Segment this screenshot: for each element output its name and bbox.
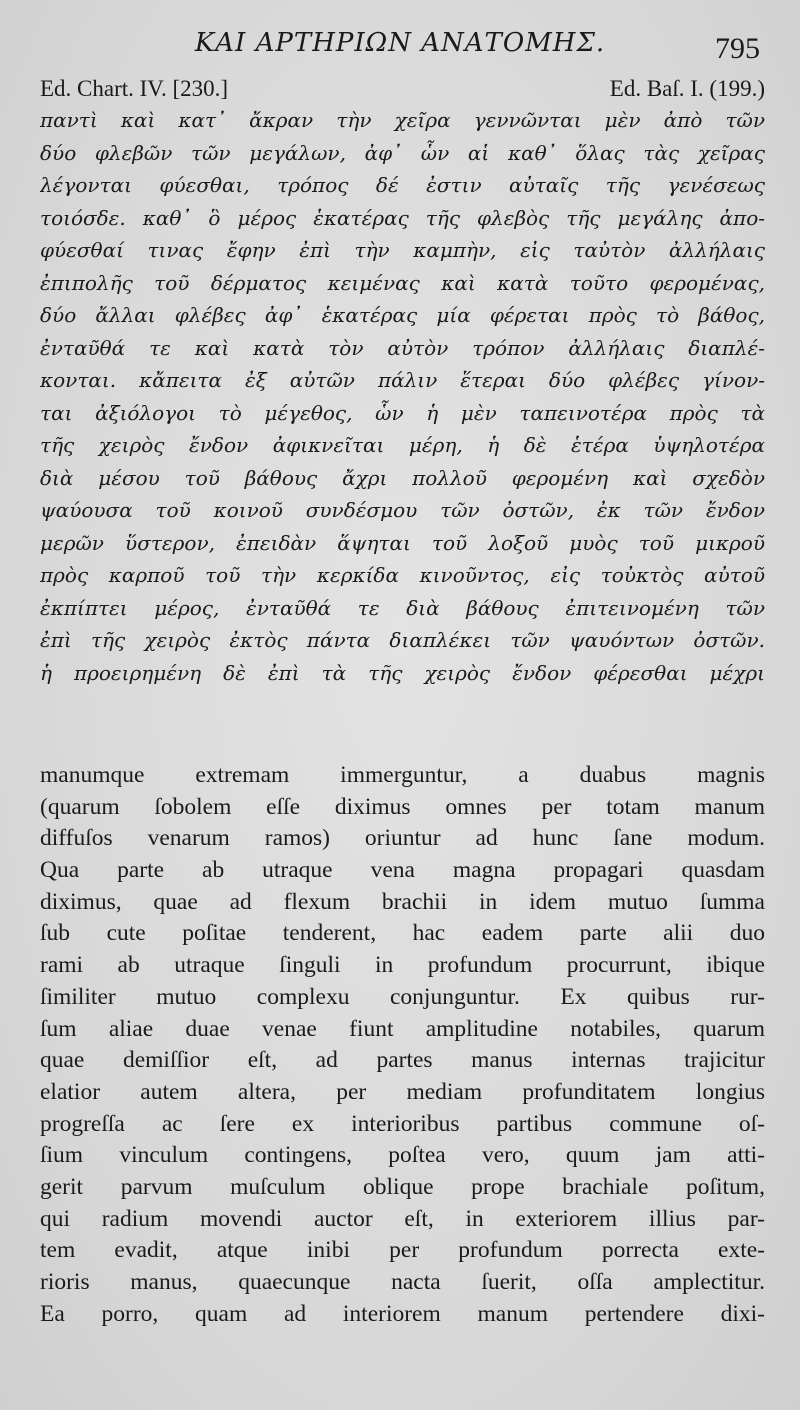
greek-line: δύο φλεβῶν τῶν μεγάλων, ἀφ᾽ ὧν αἱ καθ᾽ ὅλας τὰς χεῖρας <box>40 140 765 165</box>
greek-line: κονται. κἄπειτα ἐξ αὐτῶν πάλιν ἕτεραι δύο φλέβες γίνον- <box>40 368 765 392</box>
latin-line: gerit parvum muſculum oblique prope brachiale poſitum, <box>40 1173 765 1200</box>
greek-line: ἐκπίπτει μέρος, ἐνταῦθά τε διὰ βάθους ἐπιτεινομένη τῶν <box>40 595 765 620</box>
latin-line: rioris manus, quaecunque nacta ſuerit, oſſa amplectitur. <box>40 1269 765 1295</box>
greek-line: παντὶ καὶ κατ᾽ ἄκραν τὴν χεῖρα γεννῶνται μὲν ἀπὸ τῶν <box>40 108 765 132</box>
greek-line: τοιόσδε. καθ᾽ ὃ μέρος ἑκατέρας τῆς φλεβὸς τῆς μεγάλης ἀπο- <box>40 205 765 230</box>
latin-line: ſum aliae duae venae fiunt amplitudine notabiles, quarum <box>40 1015 765 1042</box>
greek-line: λέγονται φύεσθαι, τρόπος δέ ἐστιν αὐταῖς τῆς γενέσεως <box>40 173 765 197</box>
latin-line: ſub cute poſitae tenderent, hac eadem parte alii duo <box>40 920 765 947</box>
edition-chartier-ref: Ed. Chart. IV. [230.] <box>40 76 229 101</box>
greek-line: διὰ μέσου τοῦ βάθους ἄχρι πολλοῦ φερομένη καὶ σχεδὸν <box>40 465 765 490</box>
greek-line: ἐπιπολῆς τοῦ δέρματος κειμένας καὶ κατὰ τοῦτο φερομένας, <box>40 270 765 295</box>
latin-line: diffuſos venarum ramos) oriuntur ad hunc ſane modum. <box>40 825 765 852</box>
latin-line: Qua parte ab utraque vena magna propagari quasdam <box>40 857 765 884</box>
latin-line: (quarum ſobolem eſſe diximus omnes per totam manum <box>40 793 765 820</box>
greek-line: ται ἀξιόλογοι τὸ μέγεθος, ὧν ἡ μὲν ταπεινοτέρα πρὸς τὰ <box>40 400 765 425</box>
greek-line: ψαύουσα τοῦ κοινοῦ συνδέσμου τῶν ὀστῶν, ἐκ τῶν ἔνδον <box>40 498 765 522</box>
latin-line: qui radium movendi auctor eſt, in exteriorem illius par- <box>40 1205 765 1232</box>
latin-line: ſimiliter mutuo complexu conjunguntur. Ex quibus rur- <box>40 983 765 1010</box>
latin-line: tem evadit, atque inibi per profundum porrecta exte- <box>40 1237 765 1264</box>
running-header-title: ΚΑΙ ΑΡΤΗΡΙΩΝ ΑΝΑΤΟΜΗΣ. <box>194 28 606 58</box>
edition-reference-line <box>40 76 765 102</box>
greek-line: τῆς χειρὸς ἔνδον ἀφικνεῖται μέρη, ἡ δὲ ἑτέρα ὑψηλοτέρα <box>40 433 765 457</box>
greek-line: ἡ προειρημένη δὲ ἐπὶ τὰ τῆς χειρὸς ἔνδον φέρεσθαι μέχρι <box>40 660 765 685</box>
greek-line: ἐνταῦθά τε καὶ κατὰ τὸν αὐτὸν τρόπον ἀλλήλαις διαπλέ- <box>40 335 765 360</box>
latin-line: Ea porro, quam ad interiorem manum pertendere dixi- <box>40 1300 765 1327</box>
greek-line: πρὸς καρποῦ τοῦ τὴν κερκίδα κινοῦντος, εἰς τοὐκτὸς αὐτοῦ <box>40 563 765 587</box>
latin-line: elatior autem altera, per mediam profunditatem longius <box>40 1078 765 1105</box>
latin-text-block <box>40 760 765 1330</box>
edition-basel-ref: Ed. Baſ. I. (199.) <box>609 76 765 101</box>
latin-line: progreſſa ac ſere ex interioribus partibus commune oſ- <box>40 1110 765 1137</box>
latin-line: rami ab utraque ſinguli in profundum procurrunt, ibique <box>40 952 765 979</box>
greek-line: δύο ἄλλαι φλέβες ἀφ᾽ ἑκατέρας μία φέρεται πρὸς τὸ βάθος, <box>40 303 765 327</box>
latin-line: quae demiſſior eſt, ad partes manus internas trajicitur <box>40 1047 765 1074</box>
greek-line: ἐπὶ τῆς χειρὸς ἐκτὸς πάντα διαπλέκει τῶν ψαυόντων ὀστῶν. <box>40 628 765 652</box>
latin-line: manumque extremam immerguntur, a duabus magnis <box>40 762 765 788</box>
page-number: 795 <box>715 32 760 65</box>
greek-text-block <box>40 104 765 689</box>
latin-line: ſium vinculum contingens, poſtea vero, quum jam atti- <box>40 1142 765 1169</box>
greek-line: φύεσθαί τινας ἔφην ἐπὶ τὴν καμπὴν, εἰς ταὐτὸν ἀλλήλαις <box>40 238 765 262</box>
greek-line: μερῶν ὕστερον, ἐπειδὰν ἅψηται τοῦ λοξοῦ μυὸς τοῦ μικροῦ <box>40 530 765 555</box>
latin-line: diximus, quae ad flexum brachii in idem mutuo ſumma <box>40 888 765 915</box>
